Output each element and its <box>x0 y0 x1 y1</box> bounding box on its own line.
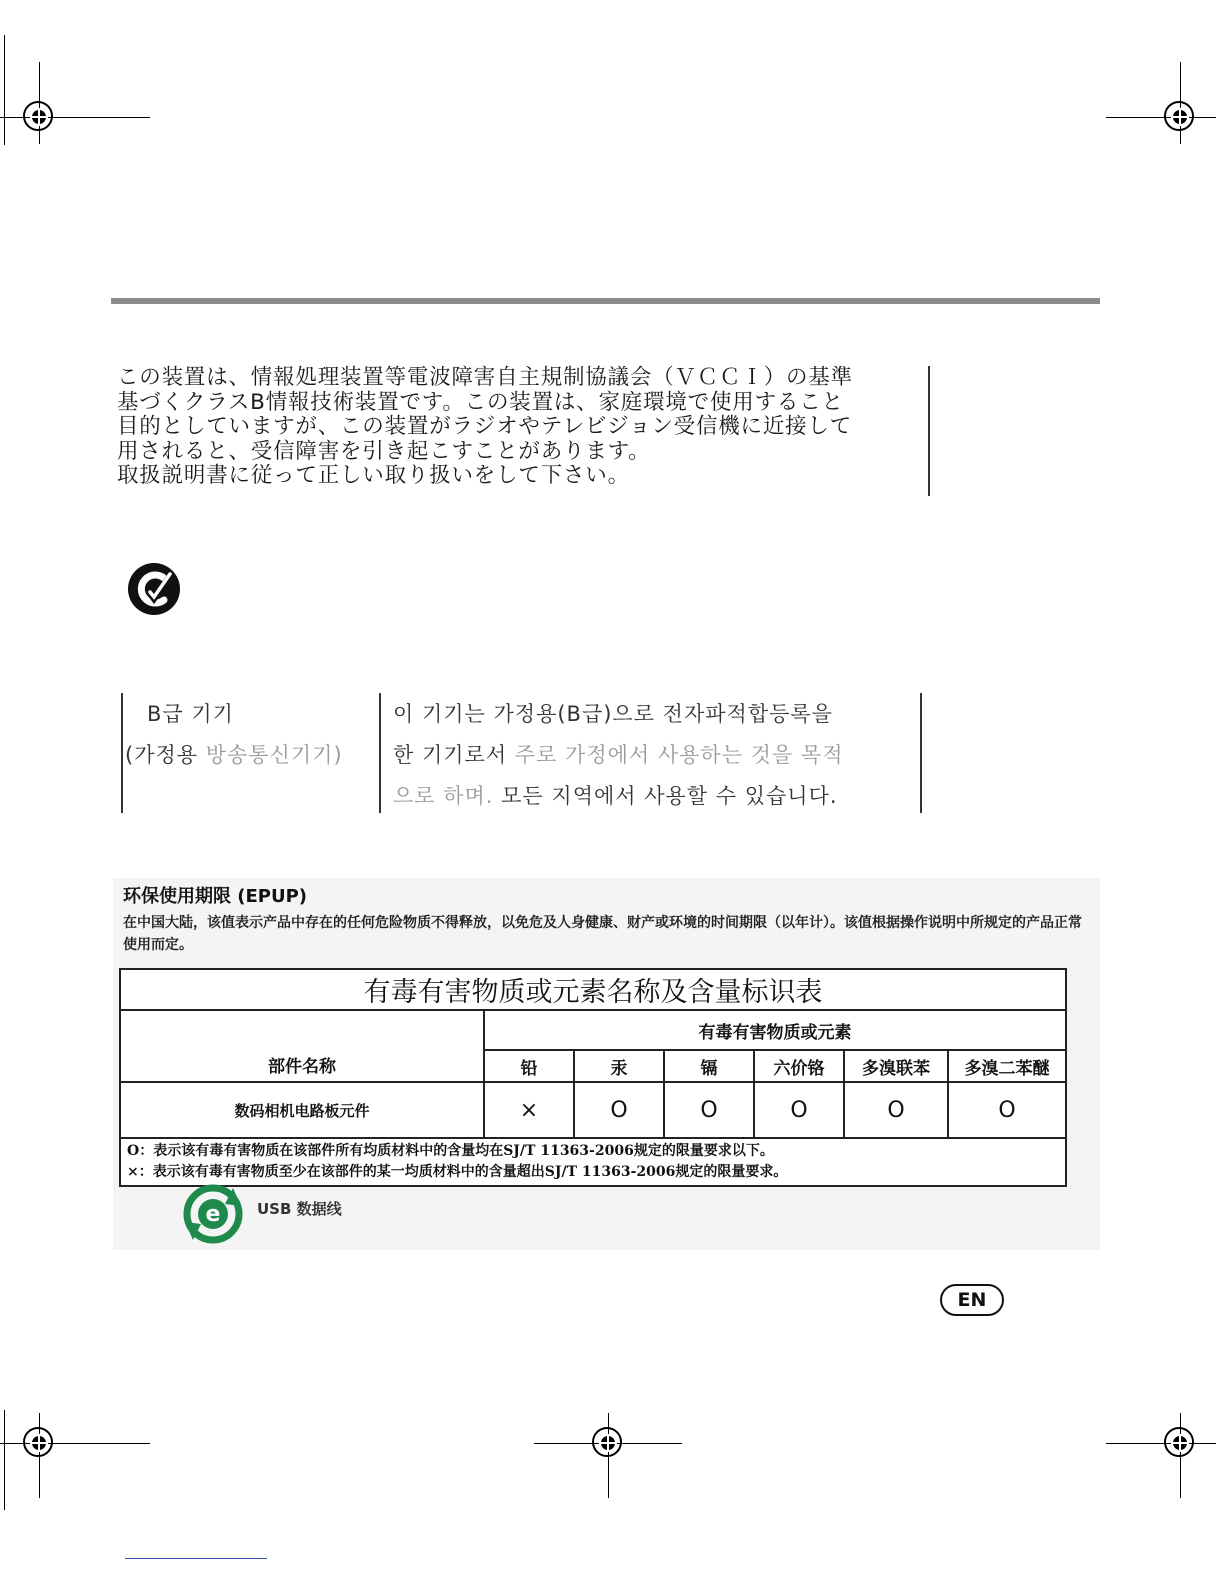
kc-line-2 <box>393 739 844 769</box>
vcci-line: 基づくクラスB情報技術装置です。この装置は、家庭環境で使用すること <box>117 389 844 415</box>
note-o: O：表示该有毒有害物质在该部件所有均质材料中的含量均在SJ/T 11363-2006规定的限量要求以下。 <box>127 1143 774 1159</box>
language-badge: EN <box>940 1284 1004 1316</box>
kc-household-label <box>125 739 343 769</box>
header-rule <box>111 298 1100 304</box>
kc-line-3b: 모든 지역에서 사용할 수 있습니다. <box>501 784 838 808</box>
vcci-line: この装置は、情報処理装置等電波障害自主規制協議会（ＶＣＣＩ）の基準 <box>117 365 853 390</box>
element-header: 铅 <box>484 1050 574 1082</box>
element-header: 六价铬 <box>754 1050 844 1082</box>
substance-mark: O <box>948 1082 1066 1138</box>
kc-description-column <box>381 693 920 813</box>
hazardous-substance-table <box>119 968 1067 1187</box>
element-header: 汞 <box>574 1050 664 1082</box>
table-notes <box>120 1138 1066 1186</box>
substance-mark: O <box>574 1082 664 1138</box>
kc-household-b: 방송통신기기) <box>205 743 343 767</box>
footer-underline <box>125 1558 267 1559</box>
epup-text: 在中国大陆，该值表示产品中存在的任何危险物质不得释放，以免危及人身健康、财产或环境的时间期限（以年计）。该值根据操作说明中所规定的产品正常使用而定。 <box>123 915 1082 953</box>
c-tick-mark-icon <box>126 561 182 617</box>
substance-mark: O <box>754 1082 844 1138</box>
korea-kc-statement <box>121 693 922 813</box>
kc-line-3 <box>393 780 838 810</box>
kc-line-3a: 으로 하며. <box>393 784 502 808</box>
substance-mark: O <box>844 1082 948 1138</box>
substance-group-header: 有毒有害物质或元素 <box>484 1010 1066 1050</box>
vcci-line: 用されると、受信障害を引き起こすことがあります。 <box>117 438 651 464</box>
substance-mark: × <box>484 1082 574 1138</box>
element-header: 镉 <box>664 1050 754 1082</box>
usb-cable-label: USB 数据线 <box>257 1200 342 1218</box>
crop-line-left <box>4 35 5 145</box>
crop-line-left-bottom <box>4 1410 5 1510</box>
part-header: 部件名称 <box>120 1010 484 1082</box>
kc-class-column <box>123 693 381 813</box>
part-name: 数码相机电路板元件 <box>120 1082 484 1138</box>
element-header: 多溴联苯 <box>844 1050 948 1082</box>
kc-class-label: B급 기기 <box>147 702 234 726</box>
kc-line-1: 이 기기는 가정용(B급)으로 전자파적합등록을 <box>393 702 833 726</box>
table-title: 有毒有害物质或元素名称及含量标识表 <box>120 969 1066 1010</box>
vcci-statement <box>112 366 930 496</box>
note-x: ×：表示该有毒有害物质至少在该部件的某一均质材料中的含量超出SJ/T 11363-2006规定的限量要求。 <box>127 1164 788 1180</box>
vcci-line: 取扱説明書に従って正しい取り扱いをして下さい。 <box>117 463 630 488</box>
kc-line-2a: 한 기기로서 <box>393 743 515 767</box>
vcci-line: 目的としていますが、この装置がラジオやテレビジョン受信機に近接して <box>117 414 853 439</box>
kc-line-2b: 주로 가정에서 사용하는 것을 목적 <box>514 743 844 767</box>
svg-text:e: e <box>205 1202 221 1227</box>
kc-household-a: (가정용 <box>125 743 206 767</box>
substance-mark: O <box>664 1082 754 1138</box>
element-header: 多溴二苯醚 <box>948 1050 1066 1082</box>
china-rohs-section <box>113 878 1100 1250</box>
green-e-recycle-icon <box>183 1184 243 1244</box>
epup-title: 环保使用期限 (EPUP) <box>123 886 308 907</box>
